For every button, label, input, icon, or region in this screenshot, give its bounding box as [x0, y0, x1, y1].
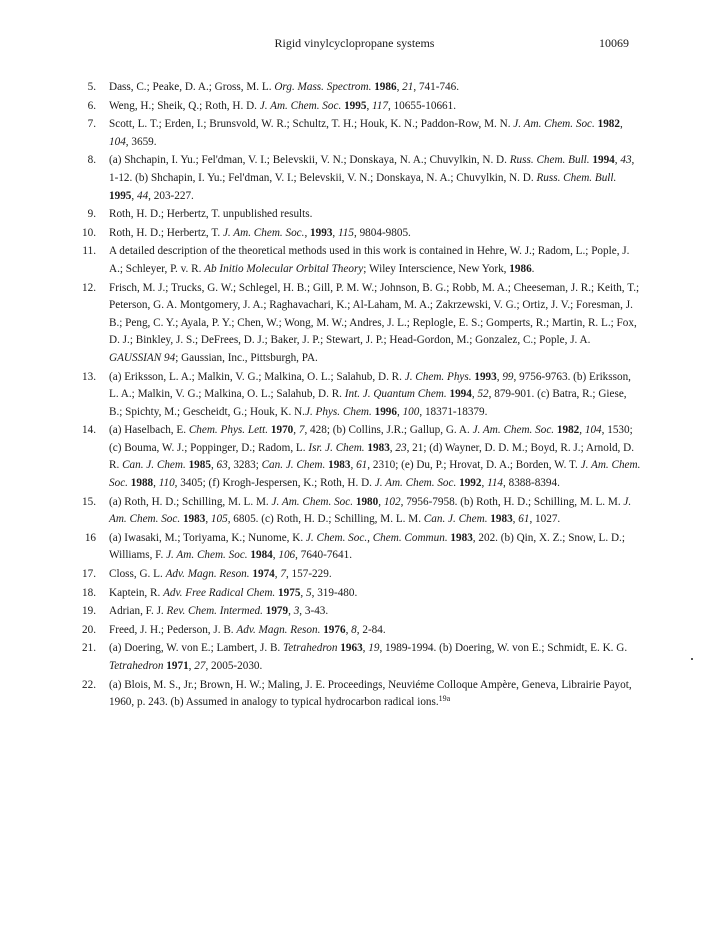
reference-fragment: ,	[332, 226, 339, 239]
reference-item	[82, 494, 642, 529]
reference-fragment: ,	[205, 513, 211, 526]
reference-item	[82, 206, 642, 224]
reference-fragment: , 2310; (e) Du, P.; Hrovat, D. A.; Borden, W. T.	[367, 459, 581, 472]
journal-name: 8	[351, 623, 357, 636]
journal-name: Tetrahedron	[283, 642, 338, 655]
journal-name: Org. Mass. Spectrom.	[274, 81, 372, 93]
reference-fragment: , 9804-9805.	[353, 226, 411, 239]
reference-item	[82, 566, 642, 584]
reference-fragment: , 3-43.	[299, 605, 329, 618]
reference-fragment: ,	[471, 388, 478, 401]
reference-fragment: Roth, H. D.; Herbertz, T. unpublished results.	[109, 208, 313, 221]
reference-item	[82, 677, 642, 712]
journal-name: Adv. Magn. Reson.	[165, 568, 250, 581]
reference-fragment: , 1989-1994. (b) Doering, W. von E.; Schmidt, E. K. G.	[379, 642, 628, 655]
reference-fragment: ,	[210, 459, 217, 472]
reference-fragment: Frisch, M. J.; Trucks, G. W.; Schlegel, H. B.; Gill, P. M. W.; Johnson, B. G.; Robb, M. A.; Cheeseman, J. R.; Keith, T.; Peterson, G. A. Montgomery, J. A.; Raghavachari, K.; Al-Laham, M. A.; Zakrzewski, V. G.; Ortiz, J. V.; Foresman, J. B.; Peng, C. Y.; Ayala, P. Y.; Chen, W.; Wong, M. W.; Andres, J. L.; Replogle, E. S.; Gomperts, R.; Martin, R. L.; Fox, D. J.; Binkley, J. S.; DeFrees, D. J.; Baker, J. P.; Stewart, J. P.; Head-Gordon, M.; Gonzalez, C.; Pople, J. A.	[109, 281, 640, 347]
journal-name: 99	[502, 370, 514, 383]
reference-item	[82, 79, 642, 97]
publication-year: 1986	[509, 262, 532, 275]
journal-name: 114	[487, 477, 504, 490]
journal-name: 19	[368, 642, 380, 655]
reference-fragment: ,	[366, 99, 373, 112]
reference-fragment: (a) Blois, M. S., Jr.; Brown, H. W.; Maling, J. E. Proceedings, Neuviéme Colloque Ampère, Geneva, Librairie Payot, 1960, p. 243. (b) Assumed in analogy to typical hydrocarbon radical ions.	[109, 678, 632, 709]
reference-list	[82, 79, 642, 713]
reference-number: 10.	[82, 226, 96, 239]
reference-fragment: , 3283;	[227, 459, 262, 472]
reference-item	[82, 280, 642, 368]
journal-name: J. Am. Chem. Soc.	[374, 477, 457, 490]
reference-number: 20.	[82, 623, 96, 636]
publication-year: 1995	[109, 189, 132, 202]
journal-name: 7	[298, 424, 305, 437]
reference-fragment: , 2-84.	[356, 623, 386, 636]
journal-name: Adv. Magn. Reson.	[236, 623, 321, 636]
journal-name: J. Am. Chem. Soc.	[271, 495, 354, 508]
reference-text	[109, 422, 642, 492]
reference-fragment: ,	[619, 118, 623, 131]
reference-fragment: ,	[304, 226, 311, 239]
reference-fragment: (a) Doering, W. von E.; Lambert, J. B.	[109, 642, 283, 655]
reference-fragment: , 6805. (c) Roth, H. D.; Schilling, M. L. M.	[227, 513, 424, 526]
reference-fragment: ; Wiley Interscience, New York,	[363, 262, 510, 275]
reference-fragment: ,	[288, 605, 294, 618]
reference-fragment: Kaptein, R.	[109, 586, 164, 599]
reference-item	[82, 603, 642, 621]
publication-year: 1983	[450, 531, 473, 544]
reference-fragment: A detailed description of the theoretical methods used in this work is contained in Hehre, W. J.; Radom, L.; Pople, J. A.; Schleyer, P. v. R.	[109, 245, 630, 275]
reference-fragment: , 18371-18379.	[419, 405, 488, 418]
reference-fragment: ,	[188, 660, 195, 672]
reference-number: 17.	[82, 568, 96, 581]
reference-text	[109, 243, 642, 278]
reference-number: 6.	[87, 99, 96, 112]
reference-text	[109, 640, 642, 675]
reference-number: 15.	[82, 495, 96, 508]
reference-fragment: , 3405; (f) Krogh-Jespersen, K.; Roth, H. D.	[174, 477, 375, 490]
publication-year: 1983	[367, 441, 390, 454]
reference-number: 21.	[82, 642, 96, 655]
reference-fragment: , 741-746.	[413, 81, 460, 93]
publication-year: 1976	[323, 623, 346, 636]
journal-name: J. Am. Chem. Soc.	[472, 424, 555, 437]
reference-text	[109, 603, 642, 621]
journal-name: 106	[278, 549, 296, 562]
journal-name: 7	[280, 568, 286, 581]
journal-name: J. Phys. Chem.	[304, 405, 372, 418]
reference-item	[82, 369, 642, 422]
publication-year: 1963	[340, 642, 363, 655]
journal-name: Int. J. Quantum Chem.	[344, 388, 447, 401]
publication-year: 1979	[265, 605, 289, 618]
reference-text	[109, 152, 642, 205]
reference-text	[109, 566, 642, 584]
reference-fragment: ,	[350, 459, 357, 472]
reference-fragment: , 8388-8394.	[503, 477, 560, 490]
publication-year: 1996	[374, 405, 397, 418]
reference-item	[82, 622, 642, 640]
reference-fragment: ,	[481, 477, 488, 490]
reference-number: 22.	[82, 678, 96, 691]
publication-year: 1994	[449, 388, 472, 401]
reference-fragment: ,	[345, 623, 352, 636]
publication-year: 1983	[182, 513, 206, 526]
reference-fragment: ,	[396, 405, 403, 418]
reference-fragment: ,	[579, 424, 585, 437]
reference-fragment: (a) Eriksson, L. A.; Malkin, V. G.; Malkina, O. L.; Salahub, D. R.	[109, 370, 405, 383]
journal-name: 44	[136, 189, 149, 202]
reference-fragment: Closs, G. L.	[109, 568, 166, 581]
reference-fragment: ,	[512, 513, 519, 526]
scan-speck	[691, 658, 693, 660]
journal-name: Isr. J. Chem.	[308, 441, 365, 454]
reference-fragment: , 202. (b) Qin, X. Z.; Snow, L. D.; Williams, F.	[109, 531, 625, 562]
publication-year: 1982	[597, 118, 620, 131]
reference-number: 14.	[82, 424, 96, 437]
publication-year: 1982	[556, 424, 580, 437]
journal-name: Rev. Chem. Intermed.	[166, 605, 263, 618]
journal-name: 63	[216, 459, 228, 472]
journal-name: J. Am. Chem. Soc.	[109, 495, 632, 526]
reference-fragment: , 9756-9763. (b) Eriksson, L. A.; Malkin, V. G.; Malkina, O. L.; Salahub, D. R.	[109, 370, 631, 401]
reference-fragment: ; Gaussian, Inc., Pittsburgh, PA.	[175, 351, 318, 364]
reference-text	[109, 206, 642, 224]
reference-fragment: Weng, H.; Sheik, Q.; Roth, H. D.	[109, 99, 260, 112]
reference-fragment: , 157-229.	[285, 568, 332, 581]
reference-number: 13.	[82, 370, 96, 383]
reference-fragment: ,	[272, 549, 279, 562]
reference-number: 18.	[82, 586, 96, 599]
reference-number: 19.	[82, 605, 96, 618]
journal-name: 117	[372, 99, 388, 112]
journal-name: Russ. Chem. Bull.	[509, 154, 590, 167]
reference-fragment: ,	[274, 568, 281, 581]
journal-name: Can. J. Chem.	[261, 459, 326, 472]
reference-fragment: ,	[396, 81, 403, 93]
journal-name: Ab Initio Molecular Orbital Theory	[204, 262, 364, 275]
reference-text	[109, 677, 642, 712]
journal-name: 5	[306, 586, 312, 599]
reference-fragment: , 1530; (c) Bouma, W. J.; Poppinger, D.; Radom, L.	[109, 424, 633, 454]
reference-fragment: Freed, J. H.; Pederson, J. B.	[109, 623, 237, 636]
publication-year: 1974	[252, 568, 275, 581]
journal-name: J. Am. Chem. Soc.	[222, 226, 305, 239]
reference-fragment: , 7956-7958. (b) Roth, H. D.; Schilling, M. L. M.	[400, 495, 624, 508]
reference-fragment: , 21; (d) Wayner, D. D. M.; Boyd, R. J.; Arnold, D. R.	[109, 441, 635, 472]
reference-fragment: ,	[496, 370, 503, 383]
reference-text	[109, 79, 642, 97]
reference-number: 11.	[82, 245, 96, 258]
reference-text	[109, 116, 642, 151]
reference-fragment: (a) Iwasaki, M.; Toriyama, K.; Nunome, K.	[109, 531, 306, 544]
journal-name: Adv. Free Radical Chem.	[163, 586, 276, 599]
reference-fragment: , 1-12. (b) Shchapin, I. Yu.; Fel'dman, V. I.; Belevskii, V. N.; Donskaya, N. A.; Chuvylkin, N. D.	[109, 154, 635, 184]
publication-year: 1993	[474, 370, 497, 383]
publication-year: 1994	[592, 154, 615, 167]
reference-number: 8.	[87, 154, 96, 167]
publication-year: 1975	[278, 586, 301, 599]
reference-item	[82, 422, 642, 492]
reference-fragment: ,	[293, 424, 299, 437]
reference-text	[109, 585, 642, 603]
reference-fragment: ,	[153, 477, 159, 490]
journal-name: J. Am. Chem. Soc.	[166, 549, 248, 562]
reference-fragment: (a) Roth, H. D.; Schilling, M. L. M.	[109, 495, 272, 508]
journal-name: J. Chem. Soc., Chem. Commun.	[305, 531, 448, 544]
journal-name: J. Am. Chem. Soc.	[109, 459, 641, 490]
reference-fragment: .	[531, 262, 535, 275]
reference-text	[109, 494, 642, 529]
reference-fragment: ,	[300, 586, 306, 599]
journal-name: 104	[109, 135, 126, 148]
journal-name: J. Chem. Phys.	[404, 370, 472, 383]
reference-text	[109, 98, 642, 116]
journal-name: GAUSSIAN 94	[109, 351, 176, 364]
journal-name: 43	[620, 154, 632, 167]
publication-year: 1988	[130, 477, 154, 490]
reference-fragment: , 428; (b) Collins, J.R.; Gallup, G. A.	[304, 424, 473, 437]
journal-name: J. Am. Chem. Soc.	[513, 118, 595, 131]
publication-year: 1995	[344, 99, 367, 112]
reference-fragment: , 203-227.	[148, 189, 194, 202]
reference-fragment: , 10655-10661.	[387, 99, 457, 112]
reference-fragment: , 3659.	[125, 135, 157, 148]
reference-number: 16	[84, 531, 96, 544]
publication-year: 1993	[310, 226, 333, 239]
journal-name: 100	[402, 405, 420, 418]
reference-item	[82, 585, 642, 603]
journal-name: Can. J. Chem.	[122, 459, 186, 472]
reference-number: 7.	[87, 118, 96, 131]
publication-year: 1986	[374, 81, 397, 93]
journal-name: Tetrahedron	[109, 660, 164, 672]
reference-fragment: ,	[131, 189, 137, 202]
running-title: Rigid vinylcyclopropane systems	[274, 36, 435, 50]
reference-item	[82, 98, 642, 116]
journal-name: 110	[158, 477, 175, 490]
reference-number: 5.	[87, 81, 96, 93]
reference-item	[82, 116, 642, 151]
reference-fragment: , 319-480.	[311, 586, 358, 599]
publication-year: 1985	[188, 459, 211, 472]
journal-name: Russ. Chem. Bull.	[536, 171, 617, 184]
reference-fragment: , 1027.	[529, 513, 561, 526]
reference-fragment: ,	[614, 154, 621, 167]
reference-text	[109, 530, 642, 565]
reference-fragment: Roth, H. D.; Herbertz, T.	[109, 226, 223, 239]
reference-text	[109, 622, 642, 640]
journal-name: 61	[356, 459, 368, 472]
reference-fragment: ,	[362, 642, 369, 655]
journal-name: 21	[402, 81, 414, 93]
reference-text	[109, 280, 642, 368]
publication-year: 1983	[490, 513, 513, 526]
journal-name: 52	[477, 388, 489, 401]
reference-fragment: ,	[389, 441, 396, 454]
reference-item	[82, 225, 642, 243]
journal-name: 104	[584, 424, 602, 437]
journal-name: 61	[518, 513, 530, 526]
reference-item	[82, 640, 642, 675]
reference-item	[82, 530, 642, 565]
publication-year: 1971	[166, 660, 189, 672]
reference-text	[109, 225, 642, 243]
journal-name: 115	[338, 226, 354, 239]
publication-year: 1984	[250, 549, 273, 562]
journal-name: 102	[383, 495, 401, 508]
reference-fragment: Scott, L. T.; Erden, I.; Brunsvold, W. R.; Schultz, T. H.; Houk, K. N.; Paddon-Row, M. N.	[109, 118, 514, 131]
journal-name: Chem. Phys. Lett.	[188, 424, 269, 437]
reference-fragment: , 7640-7641.	[295, 549, 353, 562]
reference-fragment: , 2005-2030.	[205, 660, 263, 672]
journal-name: 3	[293, 605, 300, 618]
reference-number: 12.	[82, 281, 96, 294]
publication-year: 1983	[328, 459, 351, 472]
publication-year: 1980	[355, 495, 379, 508]
reference-fragment: (a) Haselbach, E.	[109, 424, 189, 437]
publication-year: 1992	[459, 477, 482, 490]
journal-name: Can. J. Chem.	[423, 513, 488, 526]
reference-fragment: , 879-901. (c) Batra, R.; Giese, B.; Spichty, M.; Gescheidt, G.; Houk, K. N.	[109, 388, 627, 418]
publication-year: 1970	[270, 424, 294, 437]
reference-fragment: ,	[378, 495, 384, 508]
reference-item	[82, 243, 642, 278]
reference-fragment: Adrian, F. J.	[109, 605, 167, 618]
reference-fragment: Dass, C.; Peake, D. A.; Gross, M. L.	[109, 81, 275, 93]
journal-name: 27	[194, 660, 206, 672]
page-number: 10069	[599, 36, 629, 50]
reference-item	[82, 152, 642, 205]
journal-name: J. Am. Chem. Soc.	[259, 99, 342, 112]
page-header	[0, 36, 709, 52]
superscript-ref: 19a	[438, 694, 451, 704]
journal-name: 105	[210, 513, 228, 526]
reference-number: 9.	[87, 208, 96, 221]
journal-name: 23	[395, 441, 407, 454]
reference-text	[109, 369, 642, 422]
reference-fragment: (a) Shchapin, I. Yu.; Fel'dman, V. I.; Belevskii, V. N.; Donskaya, N. A.; Chuvylkin, N. D.	[109, 154, 510, 167]
